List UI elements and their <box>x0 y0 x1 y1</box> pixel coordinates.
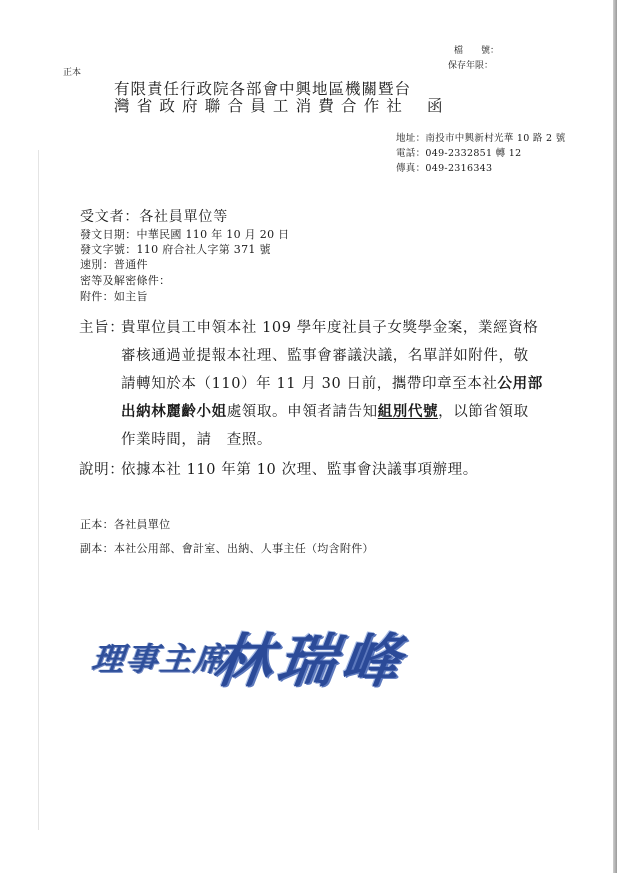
subject-line-4-tail: ，以節省領取 <box>438 404 529 420</box>
subject-contact-highlight: 出納林麗齡小姐 <box>121 403 227 420</box>
page-edge-shadow <box>613 0 617 873</box>
security-level: 密等及解密條件： <box>80 274 171 287</box>
contact-phone: 電話：049-2332851 轉 12 <box>396 148 522 159</box>
file-number-label: 檔 號： <box>454 46 500 56</box>
explanation-text: 依據本社 110 年第 10 次理、監事會決議事項辦理。 <box>121 462 478 478</box>
recipient: 受文者：各社員單位等 <box>80 209 228 225</box>
distribution-original: 正本：各社員單位 <box>80 518 171 531</box>
subject-line-1: 貴單位員工申領本社 109 學年度社員子女獎學金案，業經資格 <box>121 320 539 336</box>
subject-group-code-highlight: 組別代號 <box>377 403 439 420</box>
page-margin-line <box>38 150 39 830</box>
subject-line-2: 審核通過並提報本社理、監事會審議決議，名單詳如附件，敬 <box>121 348 529 364</box>
contact-fax: 傳真：049-2316343 <box>396 163 493 174</box>
signature-name: 林瑞峰 <box>208 627 411 695</box>
delivery-speed: 速別：普通件 <box>80 258 148 271</box>
contact-address: 地址：南投市中興新村光華 10 路 2 號 <box>396 133 566 144</box>
subject-line-4-text: 處領取。申領者請告知 <box>226 404 378 420</box>
signature-title: 理事主席 <box>89 640 230 678</box>
subject-line-3-text: 請轉知於本（110）年 11 月 30 日前，攜帶印章至本社 <box>121 376 498 392</box>
distribution-copy: 副本：本社公用部、會計室、出納、人事主任（均含附件） <box>80 542 374 555</box>
subject-line-4 <box>121 400 529 421</box>
explanation-label: 說明： <box>79 462 125 478</box>
document-number: 發文字號：110 府合社人字第 371 號 <box>80 243 271 256</box>
attachment: 附件：如主旨 <box>80 290 148 303</box>
org-name-line1: 有限責任行政院各部會中興地區機關暨台 <box>114 80 412 98</box>
subject-dept-highlight: 公用部 <box>497 375 543 392</box>
subject-label: 主旨： <box>79 320 125 336</box>
document-type: 函 <box>427 97 444 115</box>
copy-type-label: 正本 <box>63 68 82 78</box>
org-name-line2: 灣省政府聯合員工消費合作社 <box>114 97 410 115</box>
issue-date: 發文日期：中華民國 110 年 10 月 20 日 <box>80 228 290 241</box>
retention-period-label: 保存年限： <box>448 61 494 71</box>
subject-line-3 <box>121 372 543 393</box>
subject-line-5: 作業時間，請 查照。 <box>121 432 272 448</box>
